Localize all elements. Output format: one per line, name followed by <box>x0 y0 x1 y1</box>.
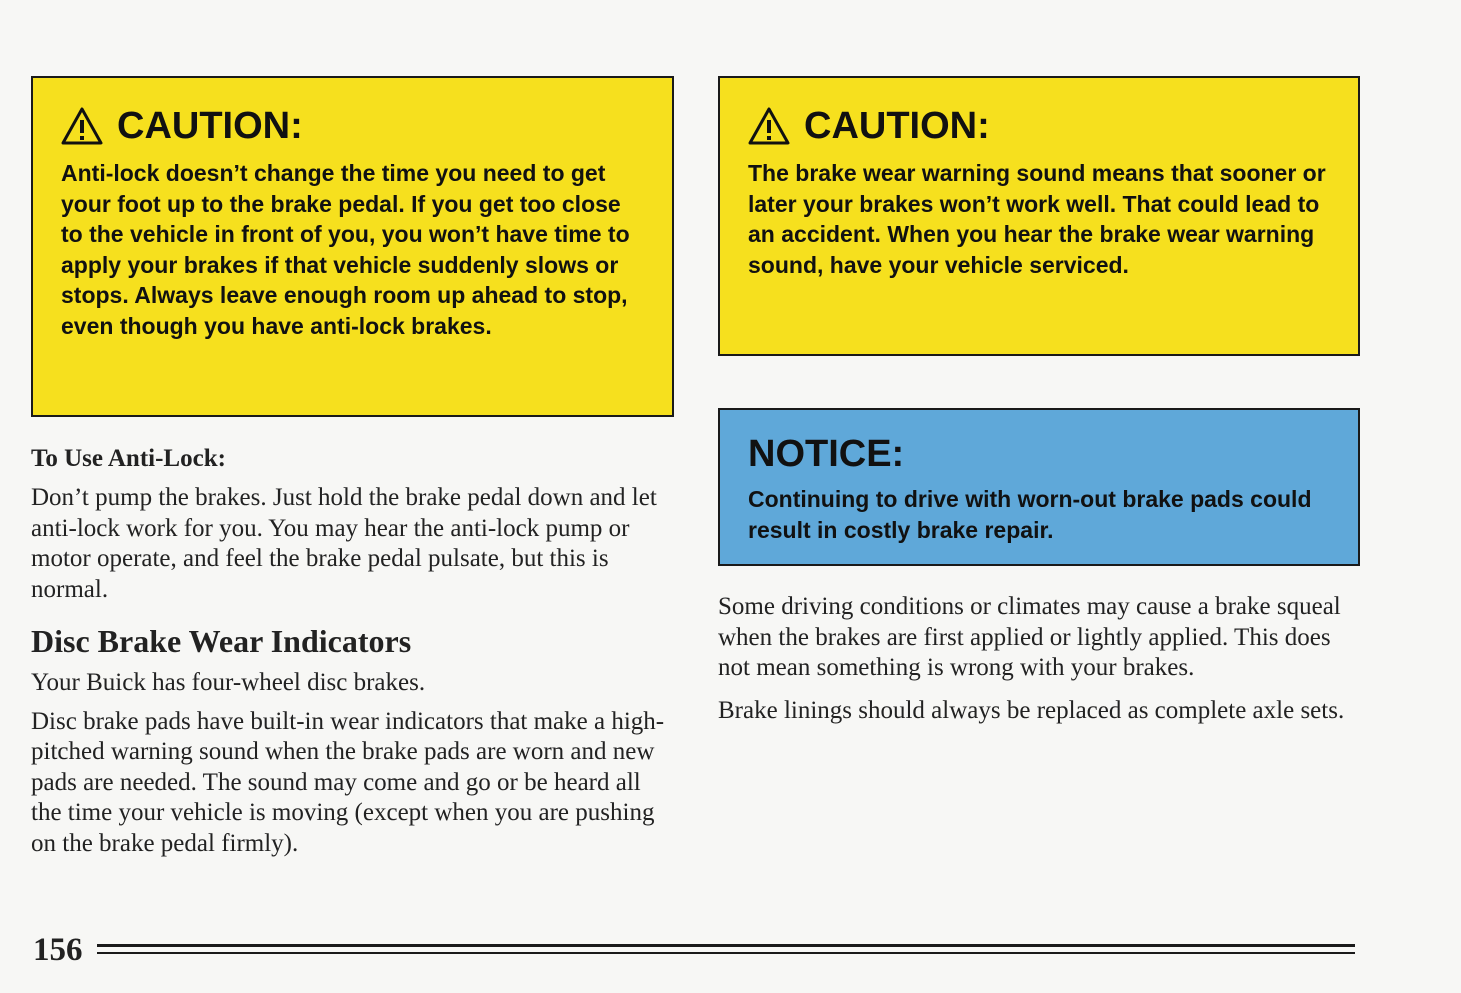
caution-text: The brake wear warning sound means that sooner or later your brakes won’t work well. That could lead to an accident. When you hear the brake wear warning sound, have your vehicle serviced. <box>748 160 1326 278</box>
anti-lock-paragraph: Don’t pump the brakes. Just hold the brake pedal down and let anti-lock work for you. You may hear the anti-lock pump or motor operate, and feel the brake pedal pulsate, but this is normal. <box>31 484 657 603</box>
footer-rule <box>97 944 1356 956</box>
anti-lock-subheading: To Use Anti-Lock: <box>31 445 226 472</box>
paragraph: Brake linings should always be replaced as complete axle sets. <box>718 696 1345 724</box>
caution-title-text: CAUTION: <box>804 105 990 147</box>
caution-title <box>748 104 1330 148</box>
caution-box-brake-wear <box>718 76 1360 356</box>
paragraph: Some driving conditions or climates may cause a brake squeal when the brakes are first applied or lightly applied. This does not mean something is wrong with your brakes. <box>718 593 1341 681</box>
paragraph: Disc brake pads have built-in wear indicators that make a high-pitched warning sound when the brake pads are worn and new pads are needed. The sound may come and go or be heard all the time your vehicle is moving (except when you are pushing on the brake pedal firmly). <box>31 707 665 857</box>
page-footer <box>33 930 1355 970</box>
notice-title: NOTICE: <box>748 433 905 475</box>
warning-triangle-icon <box>61 107 103 145</box>
warning-triangle-icon <box>748 107 790 145</box>
notice-text: Continuing to drive with worn-out brake pads could result in costly brake repair. <box>748 486 1312 543</box>
section-heading: Disc Brake Wear Indicators <box>31 623 412 659</box>
page-number: 156 <box>33 931 83 968</box>
caution-box-anti-lock <box>31 76 674 417</box>
caution-title-text: CAUTION: <box>117 105 303 147</box>
notice-box <box>718 408 1360 566</box>
left-column <box>31 76 674 867</box>
paragraph: Your Buick has four-wheel disc brakes. <box>31 669 426 696</box>
caution-text: Anti-lock doesn’t change the time you need to get your foot up to the brake pedal. If you get too close to the vehicle in front of you, you won’t have time to apply your brakes if that vehicle suddenly slows or stops. Always leave enough room up ahead to stop, even though you have anti-lock brakes. <box>61 160 630 339</box>
right-column <box>718 76 1360 734</box>
caution-title <box>61 104 644 148</box>
